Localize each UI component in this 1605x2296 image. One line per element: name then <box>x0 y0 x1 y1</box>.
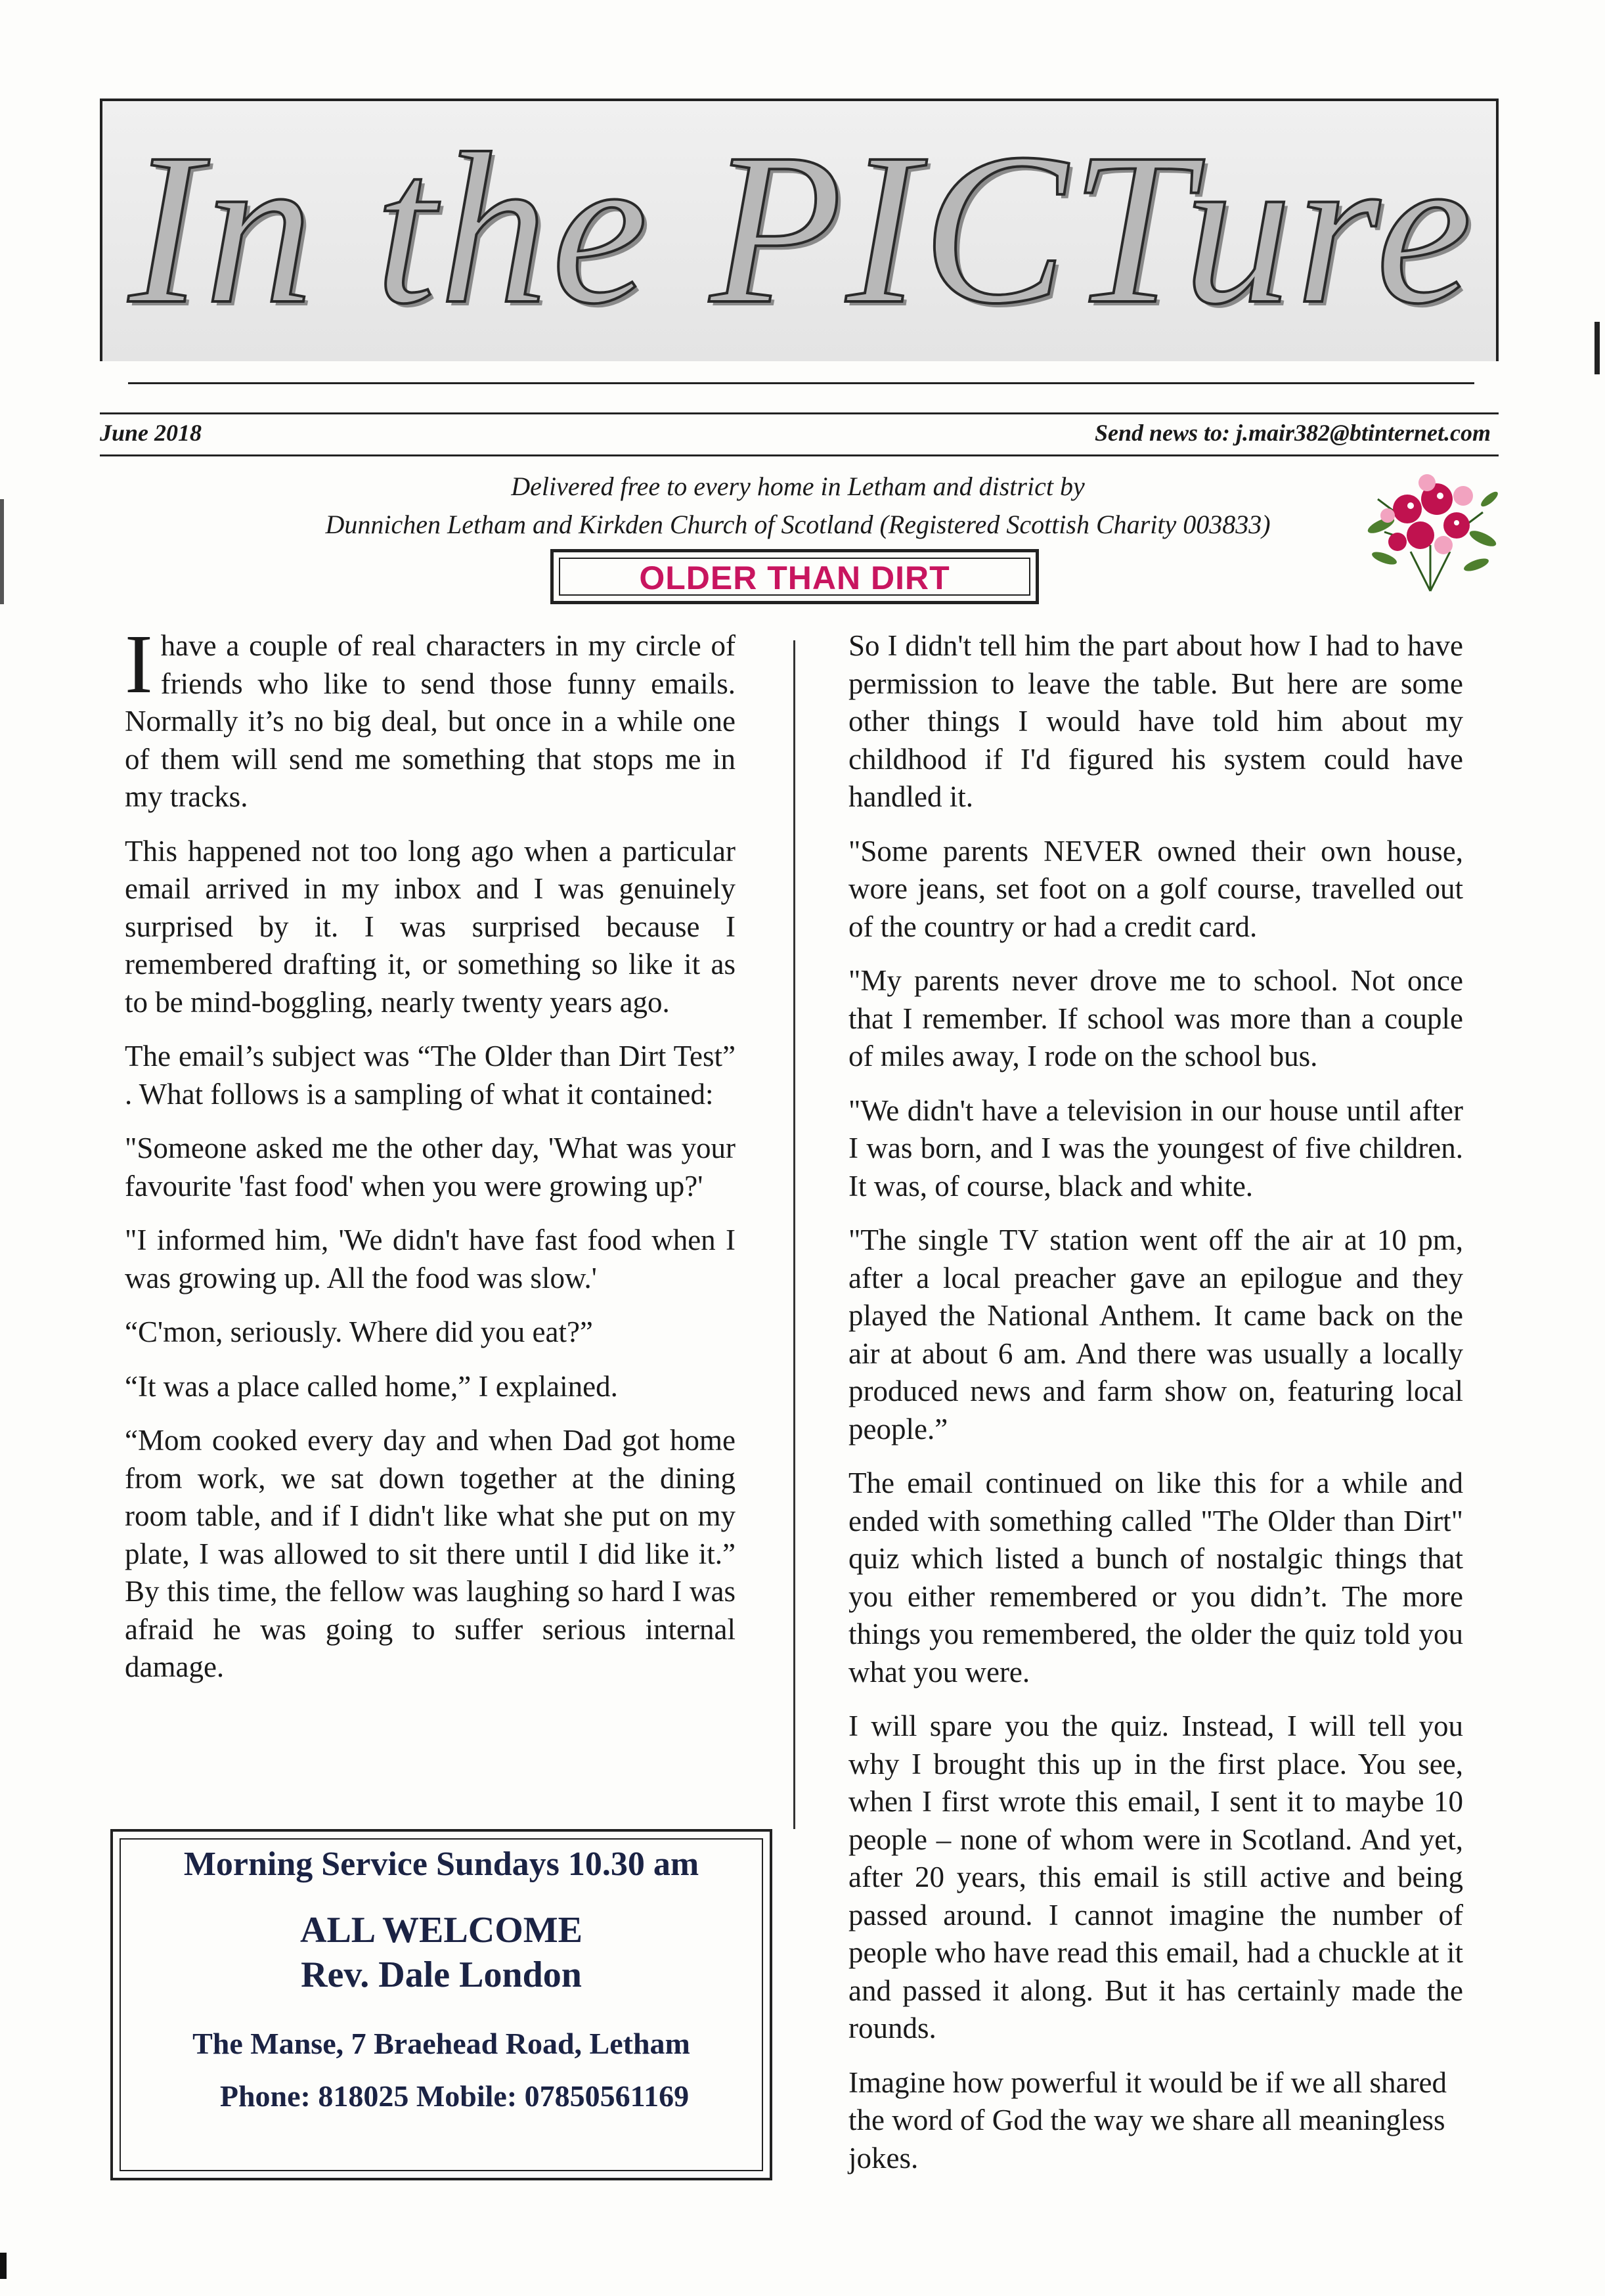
service-info-box <box>110 1829 772 2180</box>
all-welcome: ALL WELCOME <box>300 1910 583 1951</box>
article-paragraph: “C'mon, seriously. Where did you eat?” <box>125 1315 593 1348</box>
scan-edge-mark <box>0 499 4 604</box>
article-paragraph: “Mom cooked every day and when Dad got home from work, we sat down together at the dining room table, and if I didn't like what she put on my plate, I was allowed to sit there until I did like it.” By this time, the fellow was laughing so hard I was afraid he was going to suffer serious internal damage. <box>125 1424 736 1683</box>
article-paragraph: "My parents never drove me to school. Not once that I remember. If school was more than a couple of miles away, I rode on the school bus. <box>848 964 1463 1072</box>
phone-numbers: Phone: 818025 Mobile: 07850561169 <box>219 2079 690 2113</box>
article-paragraph: “It was a place called home,” I explained. <box>125 1369 618 1403</box>
issue-bar-top-rule <box>100 412 1499 414</box>
scan-mark <box>1594 322 1600 374</box>
article-paragraph: This happened not too long ago when a particular email arrived in my inbox and I was genuinely surprised by it. I was surprised because I remembered drafting it, or something so like it as to be mind-boggling, nearly twenty years ago. <box>125 834 736 1019</box>
masthead-title: In the PICTure <box>129 109 1476 349</box>
article-right-column <box>848 627 1463 2194</box>
article-headline: OLDER THAN DIRT <box>639 560 950 596</box>
headline-box <box>550 549 1039 604</box>
service-time: Morning Service Sundays 10.30 am <box>183 1845 699 1883</box>
masthead <box>100 99 1499 361</box>
manse-address: The Manse, 7 Braehead Road, Letham <box>192 2027 690 2060</box>
column-divider <box>793 640 795 1829</box>
article-paragraph: "I informed him, 'We didn't have fast food when I was growing up. All the food was slow.' <box>125 1224 736 1294</box>
first-paragraph-text: have a couple of real characters in my circle of friends who like to send those funny emails. Normally it’s no big deal, but once in a while one of them will send me something that stops me in my tracks. <box>125 629 736 813</box>
issue-bar-bottom-rule <box>100 454 1499 456</box>
scan-edge-mark <box>0 2253 7 2279</box>
issue-date: June 2018 <box>100 420 202 446</box>
article-paragraph <box>125 617 736 816</box>
article-paragraph: "The single TV station went off the air at 10 pm, after a local preacher gave an epilogue and they played the National Anthem. It came back on the air at about 6 am. And there was usually a locally produced news and farm show on, featuring local people.” <box>848 1224 1463 1446</box>
article-paragraph: The email continued on like this for a while and ended with something called "The Older than Dirt" quiz which listed a bunch of nostalgic things that you either remembered or you didn’t. The more things you remembered, the older the quiz told you what you were. <box>848 1467 1463 1689</box>
article-paragraph: I will spare you the quiz. Instead, I will tell you why I brought this up in the first place. You see, when I first wrote this email, I sent it to maybe 10 people – none of whom were in Scotland. And yet, after 20 years, this email is still active and being passed around. I cannot imagine the number of people who have read this email, had a chuckle at it and passed it along. But it has certainly made the rounds. <box>848 1710 1463 2044</box>
delivery-line-1: Delivered free to every home in Letham and district by <box>511 472 1085 501</box>
drop-cap: I <box>125 617 153 711</box>
send-news-contact: Send news to: j.mair382@btinternet.com <box>1095 420 1491 446</box>
delivery-statement <box>210 468 1386 544</box>
article-paragraph: "We didn't have a television in our house until after I was born, and I was the youngest of five children. It was, of course, black and white. <box>848 1093 1463 1203</box>
delivery-line-2: Dunnichen Letham and Kirkden Church of Scotland (Registered Scottish Charity 003833) <box>325 510 1271 539</box>
masthead-underline <box>128 382 1474 384</box>
article-paragraph: The email’s subject was “The Older than Dirt Test” . What follows is a sampling of what it contained: <box>125 1040 736 1111</box>
article-paragraph: Imagine how powerful it would be if we all shared the word of God the way we share all meaningless jokes. <box>848 2065 1447 2175</box>
article-left-column <box>125 617 736 1703</box>
article-paragraph: "Some parents NEVER owned their own house, wore jeans, set foot on a golf course, travelled out of the country or had a credit card. <box>848 834 1463 943</box>
minister-name: Rev. Dale London <box>301 1954 582 1995</box>
article-paragraph: So I didn't tell him the part about how I had to have permission to leave the table. But here are some other things I would have told him about my childhood if I'd figured his system could have handled it. <box>848 629 1463 813</box>
flower-bouquet-icon <box>1358 460 1503 598</box>
article-paragraph: "Someone asked me the other day, 'What was your favourite 'fast food' when you were growing up?' <box>125 1132 736 1203</box>
